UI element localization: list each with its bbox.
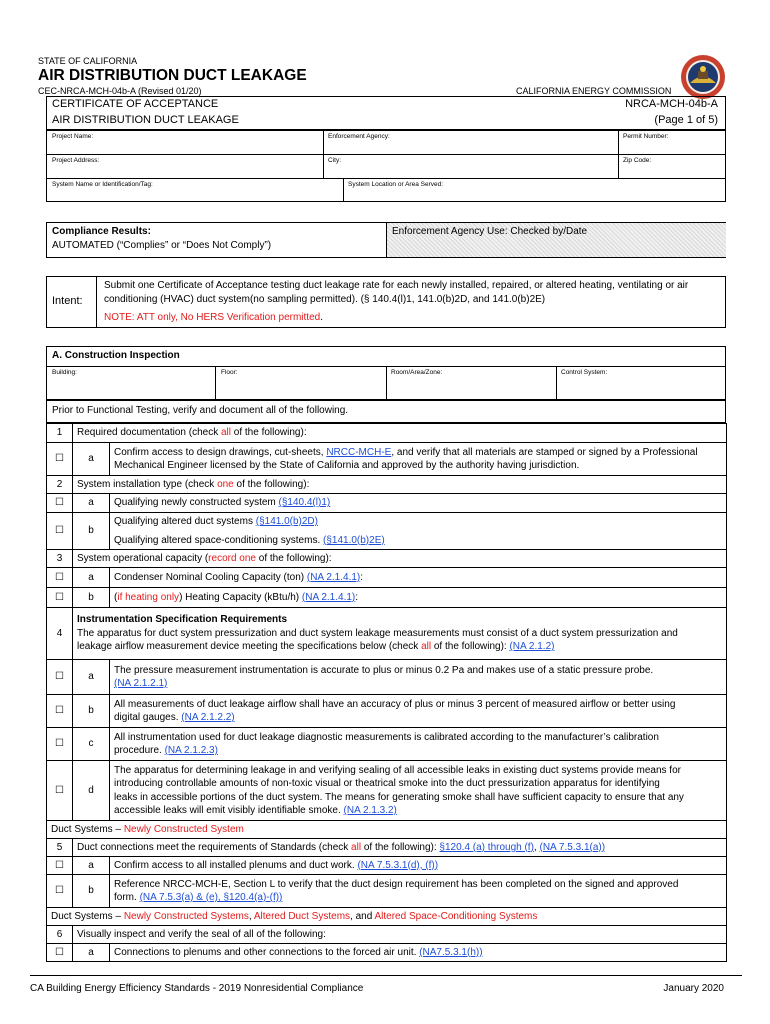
intent-note-text: NOTE: ATT only, No HERS Verification permitted (104, 312, 321, 323)
item-text: procedure. (114, 745, 165, 756)
item-text: All instrumentation used for duct leakage diagnostic measurements is calibrated according to the manufacturer’s calibration (114, 731, 659, 743)
project-info-grid (46, 130, 726, 202)
item-number: 2 (47, 476, 73, 494)
item-number: 1 (47, 424, 73, 443)
checkbox[interactable]: ☐ (47, 568, 73, 588)
item-text: System operational capacity ( (77, 552, 209, 564)
table-row (47, 908, 727, 926)
item-text: The apparatus for duct system pressurization and duct system leakage measurements must consist of a duct system pressurization and (77, 627, 678, 639)
sub-item-letter: a (73, 944, 110, 962)
item-text: of the following): (361, 841, 440, 853)
table-row (47, 695, 727, 728)
subsection-emphasis: Newly Constructed Systems (123, 910, 249, 922)
item-emphasis: all (220, 427, 231, 439)
checkbox[interactable]: ☐ (47, 513, 73, 550)
reference-link[interactable]: (NA 2.1.4.1) (301, 591, 356, 603)
item-number: 3 (47, 550, 73, 568)
compliance-label: Compliance Results: (52, 226, 151, 237)
reference-link[interactable]: (§141.0(b)2D) (255, 516, 318, 527)
item-text: , (320, 446, 324, 458)
reference-link[interactable]: (NA 7.5.3.1(d), (f)) (357, 859, 439, 871)
table-row (47, 568, 727, 588)
checkbox[interactable]: ☐ (47, 944, 73, 962)
subsection-text: Duct Systems – (51, 823, 124, 835)
item-text: Required documentation (check (77, 427, 221, 439)
item-text: System installation type (check (77, 478, 218, 490)
subsection-emphasis: Altered Space-Conditioning Systems (374, 910, 538, 922)
prior-text: Prior to Functional Testing, verify and document all of the following. (52, 405, 349, 416)
item-text: The apparatus for determining leakage in and verifying sealing of all accessible leaks in existing duct systems provide means for (114, 764, 681, 776)
reference-link[interactable]: (NA 2.1.2.1) (114, 678, 168, 689)
intent-note-end: . (320, 312, 323, 323)
permit-number-field[interactable]: Permit Number: (623, 133, 669, 140)
table-row (47, 821, 727, 839)
sub-item-letter: a (73, 857, 110, 875)
checkbox[interactable]: ☐ (47, 660, 73, 695)
system-location-field[interactable]: System Location or Area Served: (348, 181, 444, 188)
checkbox[interactable]: ☐ (47, 494, 73, 513)
item-text: ) Heating Capacity (kBtu/h) (179, 591, 302, 603)
building-field[interactable]: Building: (52, 369, 77, 376)
subsection-text: Duct Systems – (51, 910, 124, 922)
item-text: , (533, 841, 540, 853)
reference-link[interactable]: (NA 7.5.3(a) & (e), §120.4(a)-(f)) (139, 892, 283, 903)
checkbox[interactable]: ☐ (47, 588, 73, 608)
table-row (47, 660, 727, 695)
table-row (47, 588, 727, 608)
divider (96, 276, 97, 328)
reference-link[interactable]: (NA 2.1.2.3) (164, 745, 218, 756)
sub-item-letter: c (73, 728, 110, 761)
checkbox[interactable]: ☐ (47, 875, 73, 908)
item-text: introducing controllable amounts of non-toxic visual or theatrical smoke into the duct pressurization apparatus for identifying (114, 778, 660, 789)
divider (343, 178, 344, 202)
item-emphasis: all (421, 641, 432, 653)
item-text: Qualifying newly constructed system (114, 497, 279, 509)
project-name-field[interactable]: Project Name: (52, 133, 94, 140)
item-text: The pressure measurement instrumentation is accurate to plus or minus 0.2 Pa and makes use of a static pressure probe. (114, 664, 654, 676)
table-row (47, 494, 727, 513)
item-text: Visually inspect and verify the seal of all of the following: (77, 928, 326, 940)
checkbox[interactable]: ☐ (47, 728, 73, 761)
table-row (47, 550, 727, 568)
table-row (47, 761, 727, 821)
item-number: 4 (47, 608, 73, 660)
sub-item-letter: b (73, 513, 110, 550)
item-number: 5 (47, 839, 73, 857)
sub-item-letter: a (73, 660, 110, 695)
item-text: : (355, 591, 359, 603)
sub-item-letter: a (73, 494, 110, 513)
form-code: CEC-NRCA-MCH-04b-A (Revised 01/20) (38, 86, 202, 96)
footer-divider (30, 975, 742, 976)
divider (386, 366, 387, 400)
reference-link[interactable]: (NA 2.1.4.1) (306, 571, 361, 583)
divider (215, 366, 216, 400)
control-system-field[interactable]: Control System: (561, 369, 608, 376)
item-emphasis: if heating only (117, 591, 180, 603)
intent-note (104, 311, 323, 325)
room-area-zone-field[interactable]: Room/Area/Zone: (391, 369, 443, 376)
table-row (47, 839, 727, 857)
page-number: (Page 1 of 5) (654, 114, 718, 126)
form-id: NRCA-MCH-04b-A (625, 98, 718, 110)
energy-commission-seal-icon (680, 54, 726, 100)
subsection-emphasis: Newly Constructed System (123, 823, 244, 835)
item-heading: Instrumentation Specification Requirements (77, 614, 288, 626)
zip-code-field[interactable]: Zip Code: (623, 157, 652, 164)
intent-text-line2: conditioning (HVAC) duct system(no sampling permitted). (§ 140.4(l)1, 141.0(b)2D, and 141.0(b)2E) (104, 294, 546, 305)
enforcement-use-label: Enforcement Agency Use: Checked by/Date (392, 226, 588, 237)
item-text: Qualifying altered space-conditioning systems. (114, 534, 323, 546)
item-text: leaks in accessible portions of the duct system. The means for generating smoke shall have sufficient capacity to ensure that any (114, 791, 684, 803)
state-label: STATE OF CALIFORNIA (38, 56, 138, 66)
project-address-field[interactable]: Project Address: (52, 157, 100, 164)
item-text: , and verify that all materials are stamped or signed by a Professional (391, 446, 698, 458)
item-text: of the following): (431, 641, 510, 653)
item-text: leakage airflow measurement device meeting the specifications below (check (77, 641, 422, 653)
inspection-checklist (46, 423, 727, 962)
table-row (47, 608, 727, 660)
divider (46, 178, 726, 179)
item-text: Duct connections meet the requirements of Standards (check (77, 841, 352, 853)
divider (556, 366, 557, 400)
certificate-subtitle: AIR DISTRIBUTION DUCT LEAKAGE (52, 114, 239, 126)
sub-item-letter: b (73, 695, 110, 728)
sub-item-letter: d (73, 761, 110, 821)
checkbox[interactable]: ☐ (47, 761, 73, 821)
table-row (47, 513, 727, 550)
reference-link[interactable]: (NA 7.5.3.1(a)) (539, 841, 606, 853)
table-row (47, 728, 727, 761)
sub-item-letter: b (73, 875, 110, 908)
divider (46, 154, 726, 155)
item-text: of the following): (231, 427, 307, 439)
intent-text-line1: Submit one Certificate of Acceptance testing duct leakage rate for each newly installed, repaired, or altered heating, ventilating or air (104, 280, 689, 291)
checkbox[interactable]: ☐ (47, 857, 73, 875)
subsection-emphasis: Altered Duct Systems (253, 910, 351, 922)
item-text: Connections to plenums and other connections to the forced air unit. (114, 946, 420, 958)
divider (618, 130, 619, 178)
table-row (47, 424, 727, 443)
reference-link[interactable]: §120.4 (a) through (f) (439, 841, 534, 853)
item-emphasis: record one (208, 552, 256, 564)
item-text: Confirm access to design drawings, cut-sheets (114, 446, 321, 458)
reference-link[interactable]: NRCC-MCH-E (326, 446, 392, 458)
enforcement-agency-field[interactable]: Enforcement Agency: (328, 133, 390, 140)
compliance-value: AUTOMATED (“Complies” or “Does Not Comply”) (52, 240, 272, 251)
reference-link[interactable]: (NA 2.1.2.2) (181, 712, 235, 723)
item-text: : (360, 571, 364, 583)
item-text: digital gauges. (114, 712, 182, 723)
table-row (47, 875, 727, 908)
reference-link[interactable]: (NA7.5.3.1(h)) (419, 946, 483, 958)
certificate-title: CERTIFICATE OF ACCEPTANCE (52, 98, 219, 110)
item-text: Confirm access to all installed plenums and duct work. (114, 859, 358, 871)
item-text: of the following): (255, 552, 332, 564)
item-text: Reference NRCC-MCH-E, Section L to verify that the duct design requirement has been completed on the signed and approved (114, 878, 679, 890)
item-emphasis: one (217, 478, 234, 490)
checkbox[interactable]: ☐ (47, 443, 73, 476)
item-text: Mechanical Engineer licensed by the State of California and approved by the authority having jurisdiction. (114, 460, 580, 471)
item-text: of the following): (233, 478, 310, 490)
sub-item-letter: a (73, 568, 110, 588)
commission-label: CALIFORNIA ENERGY COMMISSION (516, 86, 672, 96)
system-name-field[interactable]: System Name or Identification/Tag: (52, 181, 153, 188)
checkbox[interactable]: ☐ (47, 695, 73, 728)
table-row (47, 926, 727, 944)
item-emphasis: all (351, 841, 362, 853)
floor-field[interactable]: Floor: (221, 369, 238, 376)
table-row (47, 443, 727, 476)
subsection-text: , (248, 910, 254, 922)
item-text: All measurements of duct leakage airflow shall have an accuracy of plus or minus 3 percent of measured airflow or better using (114, 698, 676, 710)
footer-standard: CA Building Energy Efficiency Standards - 2019 Nonresidential Compliance (30, 983, 364, 994)
intent-label: Intent: (52, 295, 83, 307)
item-text: form. (114, 892, 140, 903)
table-row (47, 476, 727, 494)
reference-link[interactable]: (§140.4(l)1) (278, 497, 331, 509)
divider (323, 130, 324, 178)
reference-link[interactable]: (§141.0(b)2E) (323, 534, 385, 546)
page-title: AIR DISTRIBUTION DUCT LEAKAGE (38, 67, 307, 84)
sub-item-letter: a (73, 443, 110, 476)
item-text: Qualifying altered duct systems (114, 516, 256, 527)
item-number: 6 (47, 926, 73, 944)
item-text: accessible leaks will emit visibly identifiable smoke. (114, 805, 344, 816)
city-field[interactable]: City: (328, 157, 341, 164)
reference-link[interactable]: (NA 2.1.2) (509, 641, 555, 653)
subsection-text: , and (350, 910, 375, 922)
table-row (47, 857, 727, 875)
item-text: Condenser Nominal Cooling Capacity (ton) (114, 571, 307, 583)
reference-link[interactable]: (NA 2.1.3.2) (343, 805, 397, 816)
footer-date: January 2020 (663, 983, 724, 994)
section-a-title: A. Construction Inspection (52, 350, 180, 361)
table-row (47, 944, 727, 962)
sub-item-letter: b (73, 588, 110, 608)
item-text: ( (114, 591, 118, 603)
